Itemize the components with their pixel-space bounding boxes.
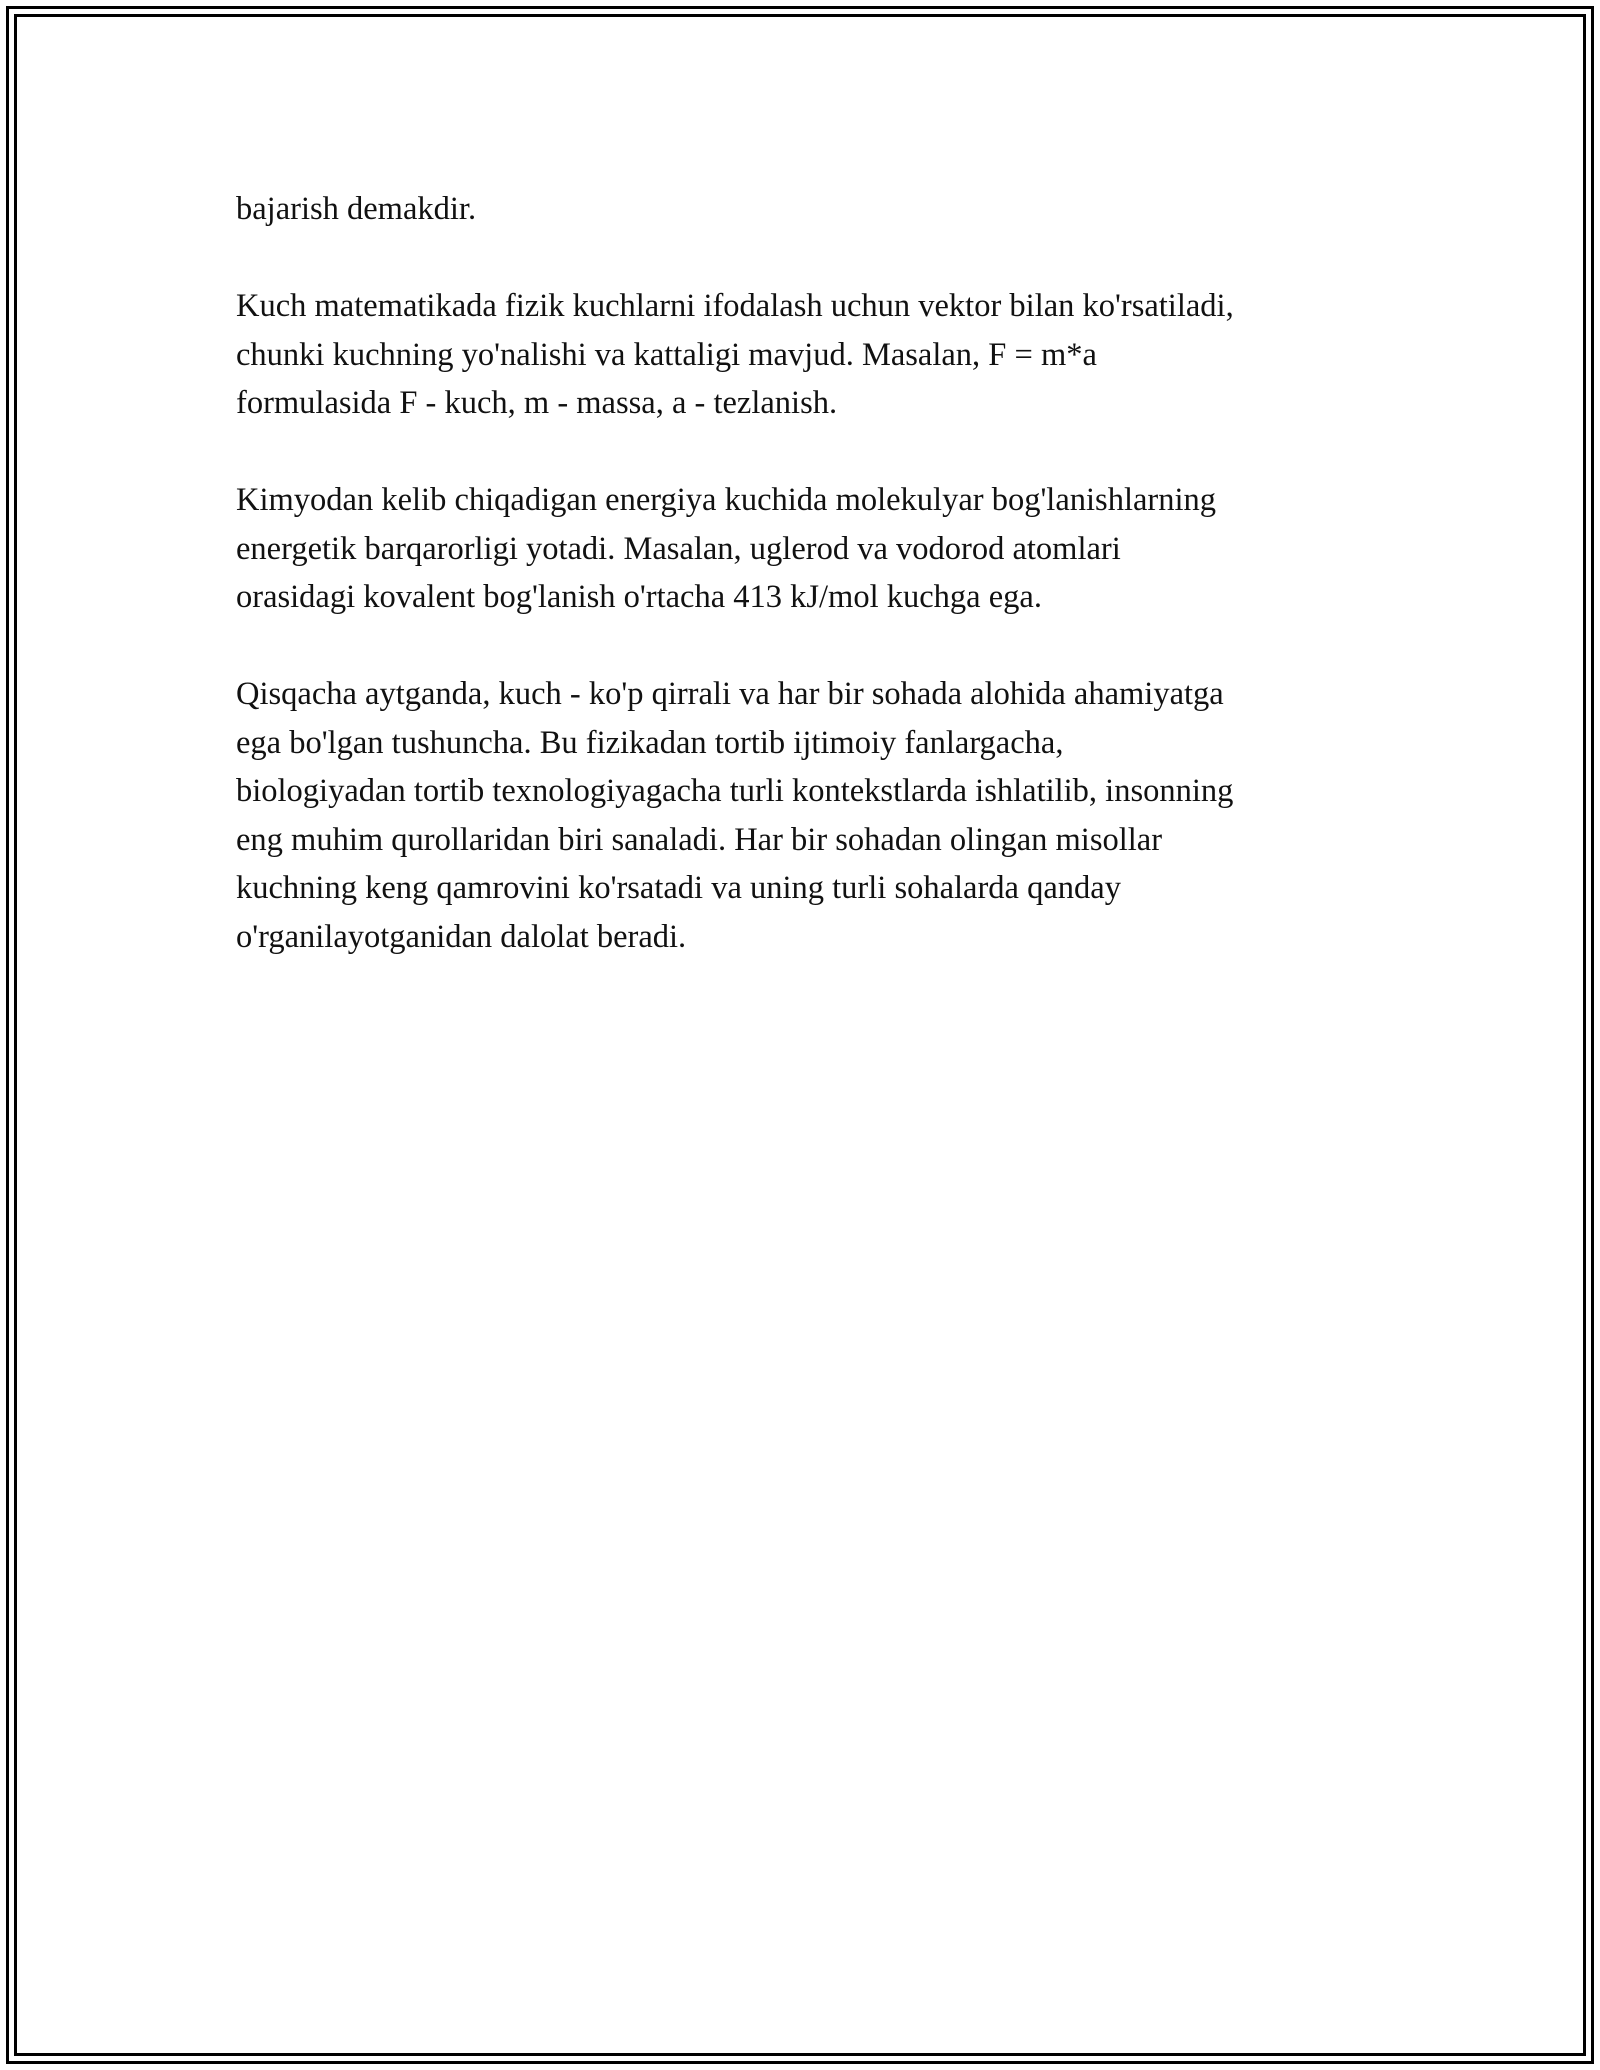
document-body: [236, 185, 1396, 1010]
text-line: Kuch matematikada fizik kuchlarni ifodalash uchun vektor bilan ko'rsatiladi,: [236, 288, 1234, 324]
text-line: ega bo'lgan tushuncha. Bu fizikadan tortib ijtimoiy fanlargacha,: [236, 724, 1064, 761]
text-line: Kimyodan kelib chiqadigan energiya kuchida molekulyar bog'lanishlarning: [236, 482, 1216, 518]
text-line: Qisqacha aytganda, kuch - ko'p qirrali va har bir sohada alohida ahamiyatga: [236, 676, 1224, 712]
paragraph-conclusion: [236, 670, 1396, 961]
text-line: chunki kuchning yo'nalishi va kattaligi mavjud. Masalan, F = m*a: [236, 336, 1097, 373]
text-line: biologiyadan tortib texnologiyagacha turli kontekstlarda ishlatilib, insonning: [236, 773, 1234, 809]
text-line: eng muhim qurollaridan biri sanaladi. Har bir sohadan olingan misollar: [236, 821, 1163, 858]
text-line: bajarish demakdir.: [236, 191, 477, 227]
text-line: orasidagi kovalent bog'lanish o'rtacha 413 kJ/mol kuchga ega.: [236, 579, 1042, 615]
paragraph-continuation: [236, 185, 1396, 234]
paragraph-mathematics: [236, 282, 1396, 428]
text-line: formulasida F - kuch, m - massa, a - tezlanish.: [236, 385, 838, 421]
text-line: o'rganilayotganidan dalolat beradi.: [236, 918, 687, 955]
paragraph-chemistry: [236, 476, 1396, 622]
text-line: kuchning keng qamrovini ko'rsatadi va uning turli sohalarda qanday: [236, 870, 1121, 906]
text-line: energetik barqarorligi yotadi. Masalan, uglerod va vodorod atomlari: [236, 530, 1121, 567]
